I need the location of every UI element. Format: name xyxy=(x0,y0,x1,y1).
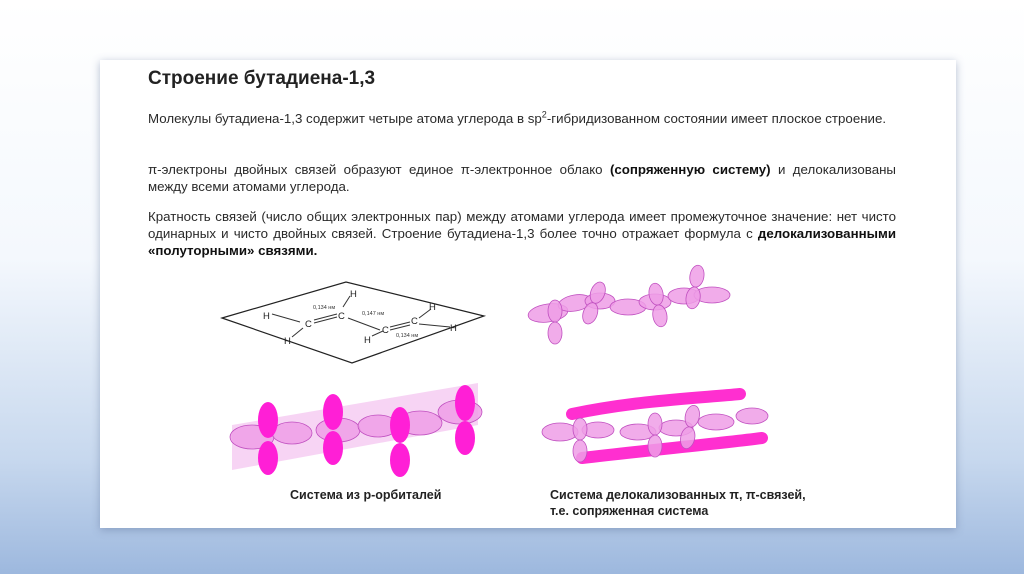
bond-length-label: 0,134 нм xyxy=(396,333,419,339)
atom-h: H xyxy=(364,335,371,346)
atom-c: C xyxy=(338,311,345,322)
atom-c: C xyxy=(411,316,418,327)
atom-c: C xyxy=(382,325,389,336)
slide-title: Строение бутадиена-1,3 xyxy=(148,68,376,89)
caption-conjugated-system: Система делокализованных π, π-связей, т.е. сопряженная система xyxy=(550,488,806,518)
caption-p-orbitals: Система из р-орбиталей xyxy=(290,488,442,502)
paragraph-1: Молекулы бутадиена-1,3 содержит четыре атома углерода в $sp^2$-гибридизованном состоянии имеет плоское строение. xyxy=(148,109,887,126)
orbital-chain-top-right xyxy=(527,264,730,344)
atom-h: H xyxy=(429,302,436,313)
atom-c: C xyxy=(305,319,312,330)
bond-length-label: 0,134 нм xyxy=(313,305,336,311)
paragraph-2: π-электроны двойных связей образуют единое π-электронное облако (сопряженную систему) и делокализованы между всеми атомами углерода. xyxy=(148,162,896,194)
atom-h: H xyxy=(350,289,357,300)
atom-h: H xyxy=(284,336,291,347)
atom-h: H xyxy=(263,311,270,322)
atom-h: H xyxy=(450,323,457,334)
conjugated-system xyxy=(542,394,768,462)
paragraph-3: Кратность связей (число общих электронных пар) между атомами углерода имеет промежуточное значение: нет чисто одинарных и чисто двойных связей. Строение бутадиена-1,3 более точно отражает формула с делокализованными «полуторными» связями. xyxy=(148,209,896,258)
bond-length-label: 0,147 нм xyxy=(362,311,385,317)
